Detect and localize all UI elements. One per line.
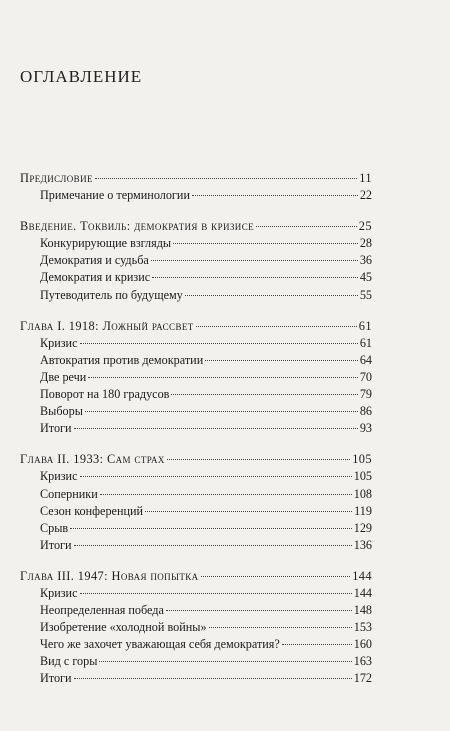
page-number: 86 [359, 404, 372, 419]
dot-leader [74, 427, 358, 429]
dot-leader [99, 660, 351, 662]
entry-label: Демократия и кризис [40, 270, 151, 285]
dot-leader [166, 609, 352, 611]
toc-section [20, 170, 372, 204]
entry-label: Вид с горы [40, 654, 98, 669]
chapter-title: Предисловие [20, 171, 93, 185]
dot-leader [196, 325, 357, 327]
entry-label: Срыв [40, 520, 69, 535]
dot-leader [80, 592, 352, 594]
page-number: 119 [354, 503, 372, 518]
chapter-title: Глава III. 1947: Новая попытка [20, 568, 199, 583]
dot-leader [74, 677, 352, 679]
page-number: 160 [353, 637, 372, 652]
dot-leader [256, 225, 357, 227]
toc-entry-row [20, 420, 372, 437]
entry-label: Примечание о терминологии [40, 188, 190, 203]
entry-label: Чего же захочет уважающая себя демократия? [40, 637, 280, 652]
toc-entry-row [20, 352, 372, 369]
page-number: 105 [352, 452, 372, 467]
toc-entry-row [20, 520, 372, 537]
entry-label: Неопределенная победа [40, 603, 164, 618]
toc-entry-row [20, 235, 372, 252]
toc-entry-row [20, 468, 372, 485]
dot-leader [185, 294, 358, 296]
dot-leader [151, 259, 358, 261]
chapter-title: Глава II. 1933: Сам страх [20, 452, 165, 467]
toc-chapter-row [20, 568, 372, 585]
toc-section [20, 451, 372, 554]
page-number: 25 [358, 219, 372, 234]
toc-entry-row [20, 537, 372, 554]
page-number: 105 [353, 469, 372, 484]
page-number: 55 [359, 287, 372, 302]
entry-label: Кризис [40, 585, 78, 600]
dot-leader [171, 393, 357, 395]
page-number: 61 [359, 335, 372, 350]
page-number: 93 [359, 421, 372, 436]
toc-entry-row [20, 403, 372, 420]
toc-entry-row [20, 602, 372, 619]
page-number: 108 [353, 486, 372, 501]
page-number: 148 [353, 603, 372, 618]
page-number: 136 [353, 537, 372, 552]
toc-entry-row [20, 335, 372, 352]
dot-leader [80, 475, 352, 477]
entry-label: Демократия и судьба [40, 253, 149, 268]
toc-entry-row [20, 486, 372, 503]
entry-label: Кризис [40, 335, 78, 350]
toc-entry-row [20, 269, 372, 286]
dot-leader [192, 194, 358, 196]
toc-section [20, 318, 372, 438]
entry-label: Сезон конференций [40, 503, 144, 518]
toc-section [20, 218, 372, 303]
dot-leader [70, 527, 352, 529]
page-number: 153 [353, 620, 372, 635]
entry-label: Итоги [40, 421, 72, 436]
toc-entry-row [20, 187, 372, 204]
table-of-contents [20, 170, 372, 702]
toc-entry-row [20, 369, 372, 386]
page-number: 144 [353, 585, 372, 600]
page-number: 28 [359, 236, 372, 251]
toc-entry-row [20, 585, 372, 602]
dot-leader [152, 276, 358, 278]
toc-entry-row [20, 619, 372, 636]
dot-leader [205, 359, 358, 361]
dot-leader [145, 510, 352, 512]
toc-entry-row [20, 503, 372, 520]
entry-label: Изобретение «холодной войны» [40, 620, 207, 635]
page-number: 64 [359, 352, 372, 367]
dot-leader [88, 376, 358, 378]
page-number: 129 [353, 520, 372, 535]
toc-section [20, 568, 372, 688]
entry-label: Путеводитель по будущему [40, 287, 183, 302]
entry-label: Соперники [40, 486, 98, 501]
entry-label: Итоги [40, 537, 72, 552]
toc-entry-row [20, 252, 372, 269]
entry-label: Итоги [40, 671, 72, 686]
dot-leader [201, 575, 351, 577]
page-number: 172 [353, 671, 372, 686]
entry-label: Конкурирующие взгляды [40, 236, 172, 251]
bleed-through-text [230, 50, 420, 63]
entry-label: Кризис [40, 469, 78, 484]
page-number: 79 [359, 387, 372, 402]
dot-leader [100, 493, 352, 495]
page-number: 61 [358, 318, 372, 333]
entry-label: Две речи [40, 369, 87, 384]
dot-leader [80, 342, 358, 344]
toc-chapter-row [20, 318, 372, 335]
dot-leader [74, 544, 352, 546]
entry-label: Поворот на 180 градусов [40, 387, 170, 402]
page-title: ОГЛАВЛЕНИЕ [20, 67, 143, 86]
chapter-title: Глава I. 1918: Ложный рассвет [20, 318, 194, 333]
toc-entry-row [20, 636, 372, 653]
dot-leader [167, 458, 350, 460]
dot-leader [282, 643, 352, 645]
toc-chapter-row [20, 170, 372, 187]
toc-entry-row [20, 386, 372, 403]
entry-label: Автократия против демократии [40, 352, 204, 367]
page-number: 36 [359, 253, 372, 268]
dot-leader [85, 410, 358, 412]
entry-label: Выборы [40, 404, 83, 419]
toc-entry-row [20, 287, 372, 304]
page-number: 11 [359, 171, 372, 185]
page-number: 22 [359, 188, 372, 203]
toc-entry-row [20, 653, 372, 670]
toc-entry-row [20, 670, 372, 687]
page-number: 144 [352, 568, 372, 583]
toc-chapter-row [20, 218, 372, 235]
dot-leader [209, 626, 352, 628]
toc-chapter-row [20, 451, 372, 468]
dot-leader [95, 177, 357, 179]
chapter-title: Введение. Токвиль: демократия в кризисе [20, 219, 254, 234]
dot-leader [173, 242, 358, 244]
page-number: 163 [353, 654, 372, 669]
page-number: 70 [359, 369, 372, 384]
page-number: 45 [359, 270, 372, 285]
